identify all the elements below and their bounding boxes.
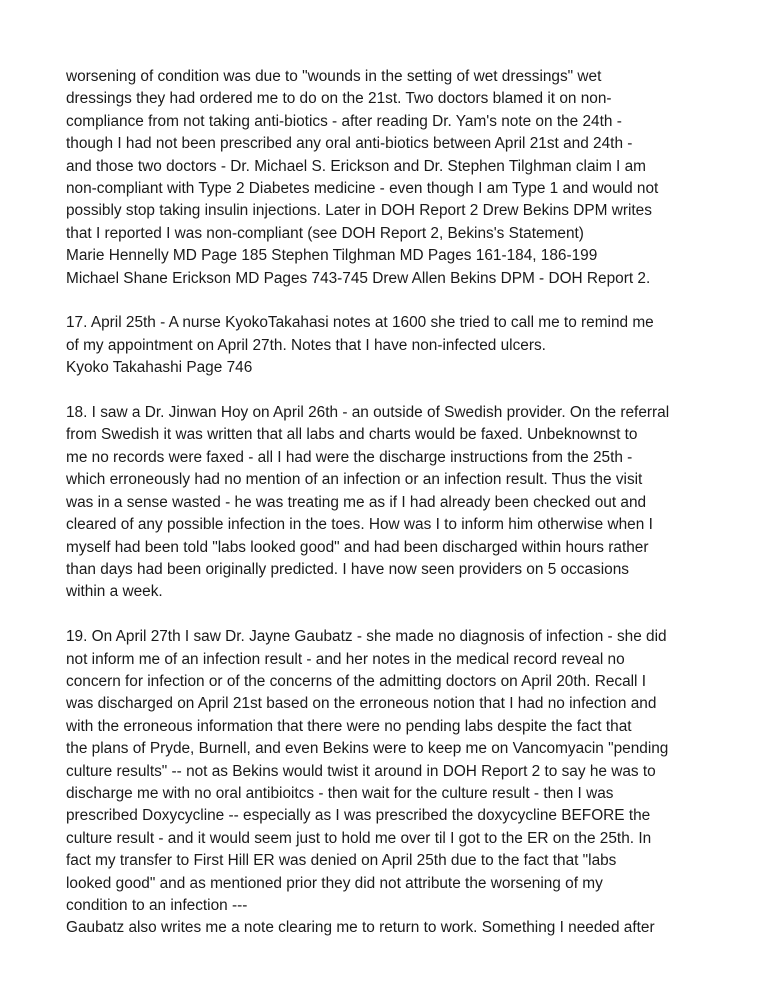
text-line: with the erroneous information that there were no pending labs despite the fact that [66,717,632,735]
text-line: from Swedish it was written that all labs and charts would be faxed. Unbeknownst to [66,426,638,444]
text-line: condition to an infection --- [66,896,248,914]
text-line: though I had not been prescribed any oral anti-biotics between April 21st and 24th - [66,135,633,153]
paragraph-17 [66,312,766,379]
text-line: 18. I saw a Dr. Jinwan Hoy on April 26th - an outside of Swedish provider. On the referral [66,404,670,422]
text-line: concern for infection or of the concerns of the admitting doctors on April 20th. Recall I [66,672,647,690]
text-line: prescribed Doxycycline -- especially as I was prescribed the doxycycline BEFORE the [66,807,651,825]
text-line: not inform me of an infection result - and her notes in the medical record reveal no [66,650,625,668]
text-line: culture result - and it would seem just to hold me over til I got to the ER on the 25th. In [66,829,652,847]
paragraph-16-continued [66,66,766,290]
text-line: discharge me with no oral antibioitcs - then wait for the culture result - then I was [66,784,614,802]
text-line: Gaubatz also writes me a note clearing me to return to work. Something I needed after [66,919,655,937]
citation-line: Kyoko Takahashi Page 746 [66,359,253,377]
citation-line: Michael Shane Erickson MD Pages 743-745 Drew Allen Bekins DPM - DOH Report 2. [66,269,651,287]
citation-line: Marie Hennelly MD Page 185 Stephen Tilghman MD Pages 161-184, 186-199 [66,247,598,265]
text-line: of my appointment on April 27th. Notes that I have non-infected ulcers. [66,336,546,354]
text-line: worsening of condition was due to "wounds in the setting of wet dressings" wet [66,68,602,85]
text-line: within a week. [66,583,163,601]
text-line: non-compliant with Type 2 Diabetes medicine - even though I am Type 1 and would not [66,180,659,198]
text-line: the plans of Pryde, Burnell, and even Bekins were to keep me on Vancomyacin "pending [66,740,669,758]
text-line: compliance from not taking anti-biotics - after reading Dr. Yam's note on the 24th - [66,112,622,130]
text-line: me no records were faxed - all I had were the discharge instructions from the 25th - [66,448,633,466]
text-line: cleared of any possible infection in the toes. How was I to inform him otherwise when I [66,516,653,534]
text-line: myself had been told "labs looked good" and had been discharged within hours rather [66,538,649,556]
paragraph-18 [66,402,766,604]
text-line: than days had been originally predicted. I have now seen providers on 5 occasions [66,560,629,578]
paragraph-19 [66,626,766,940]
text-line: 19. On April 27th I saw Dr. Jayne Gaubatz - she made no diagnosis of infection - she did [66,628,667,646]
text-line: looked good" and as mentioned prior they did not attribute the worsening of my [66,874,603,892]
text-line: culture results" -- not as Bekins would twist it around in DOH Report 2 to say he was to [66,762,656,780]
text-line: was in a sense wasted - he was treating me as if I had already been checked out and [66,493,647,511]
text-line: 17. April 25th - A nurse KyokoTakahasi notes at 1600 she tried to call me to remind me [66,314,654,332]
text-line: which erroneously had no mention of an infection or an infection result. Thus the visit [66,471,643,489]
text-line: fact my transfer to First Hill ER was denied on April 25th due to the fact that "labs [66,852,617,870]
text-line: possibly stop taking insulin injections. Later in DOH Report 2 Drew Bekins DPM writes [66,202,652,220]
text-line: that I reported I was non-compliant (see DOH Report 2, Bekins's Statement) [66,224,584,242]
text-line: was discharged on April 21st based on the erroneous notion that I had no infection and [66,695,657,713]
text-line: dressings they had ordered me to do on the 21st. Two doctors blamed it on non- [66,90,612,108]
document-page [66,66,766,962]
text-line: and those two doctors - Dr. Michael S. Erickson and Dr. Stephen Tilghman claim I am [66,157,646,175]
